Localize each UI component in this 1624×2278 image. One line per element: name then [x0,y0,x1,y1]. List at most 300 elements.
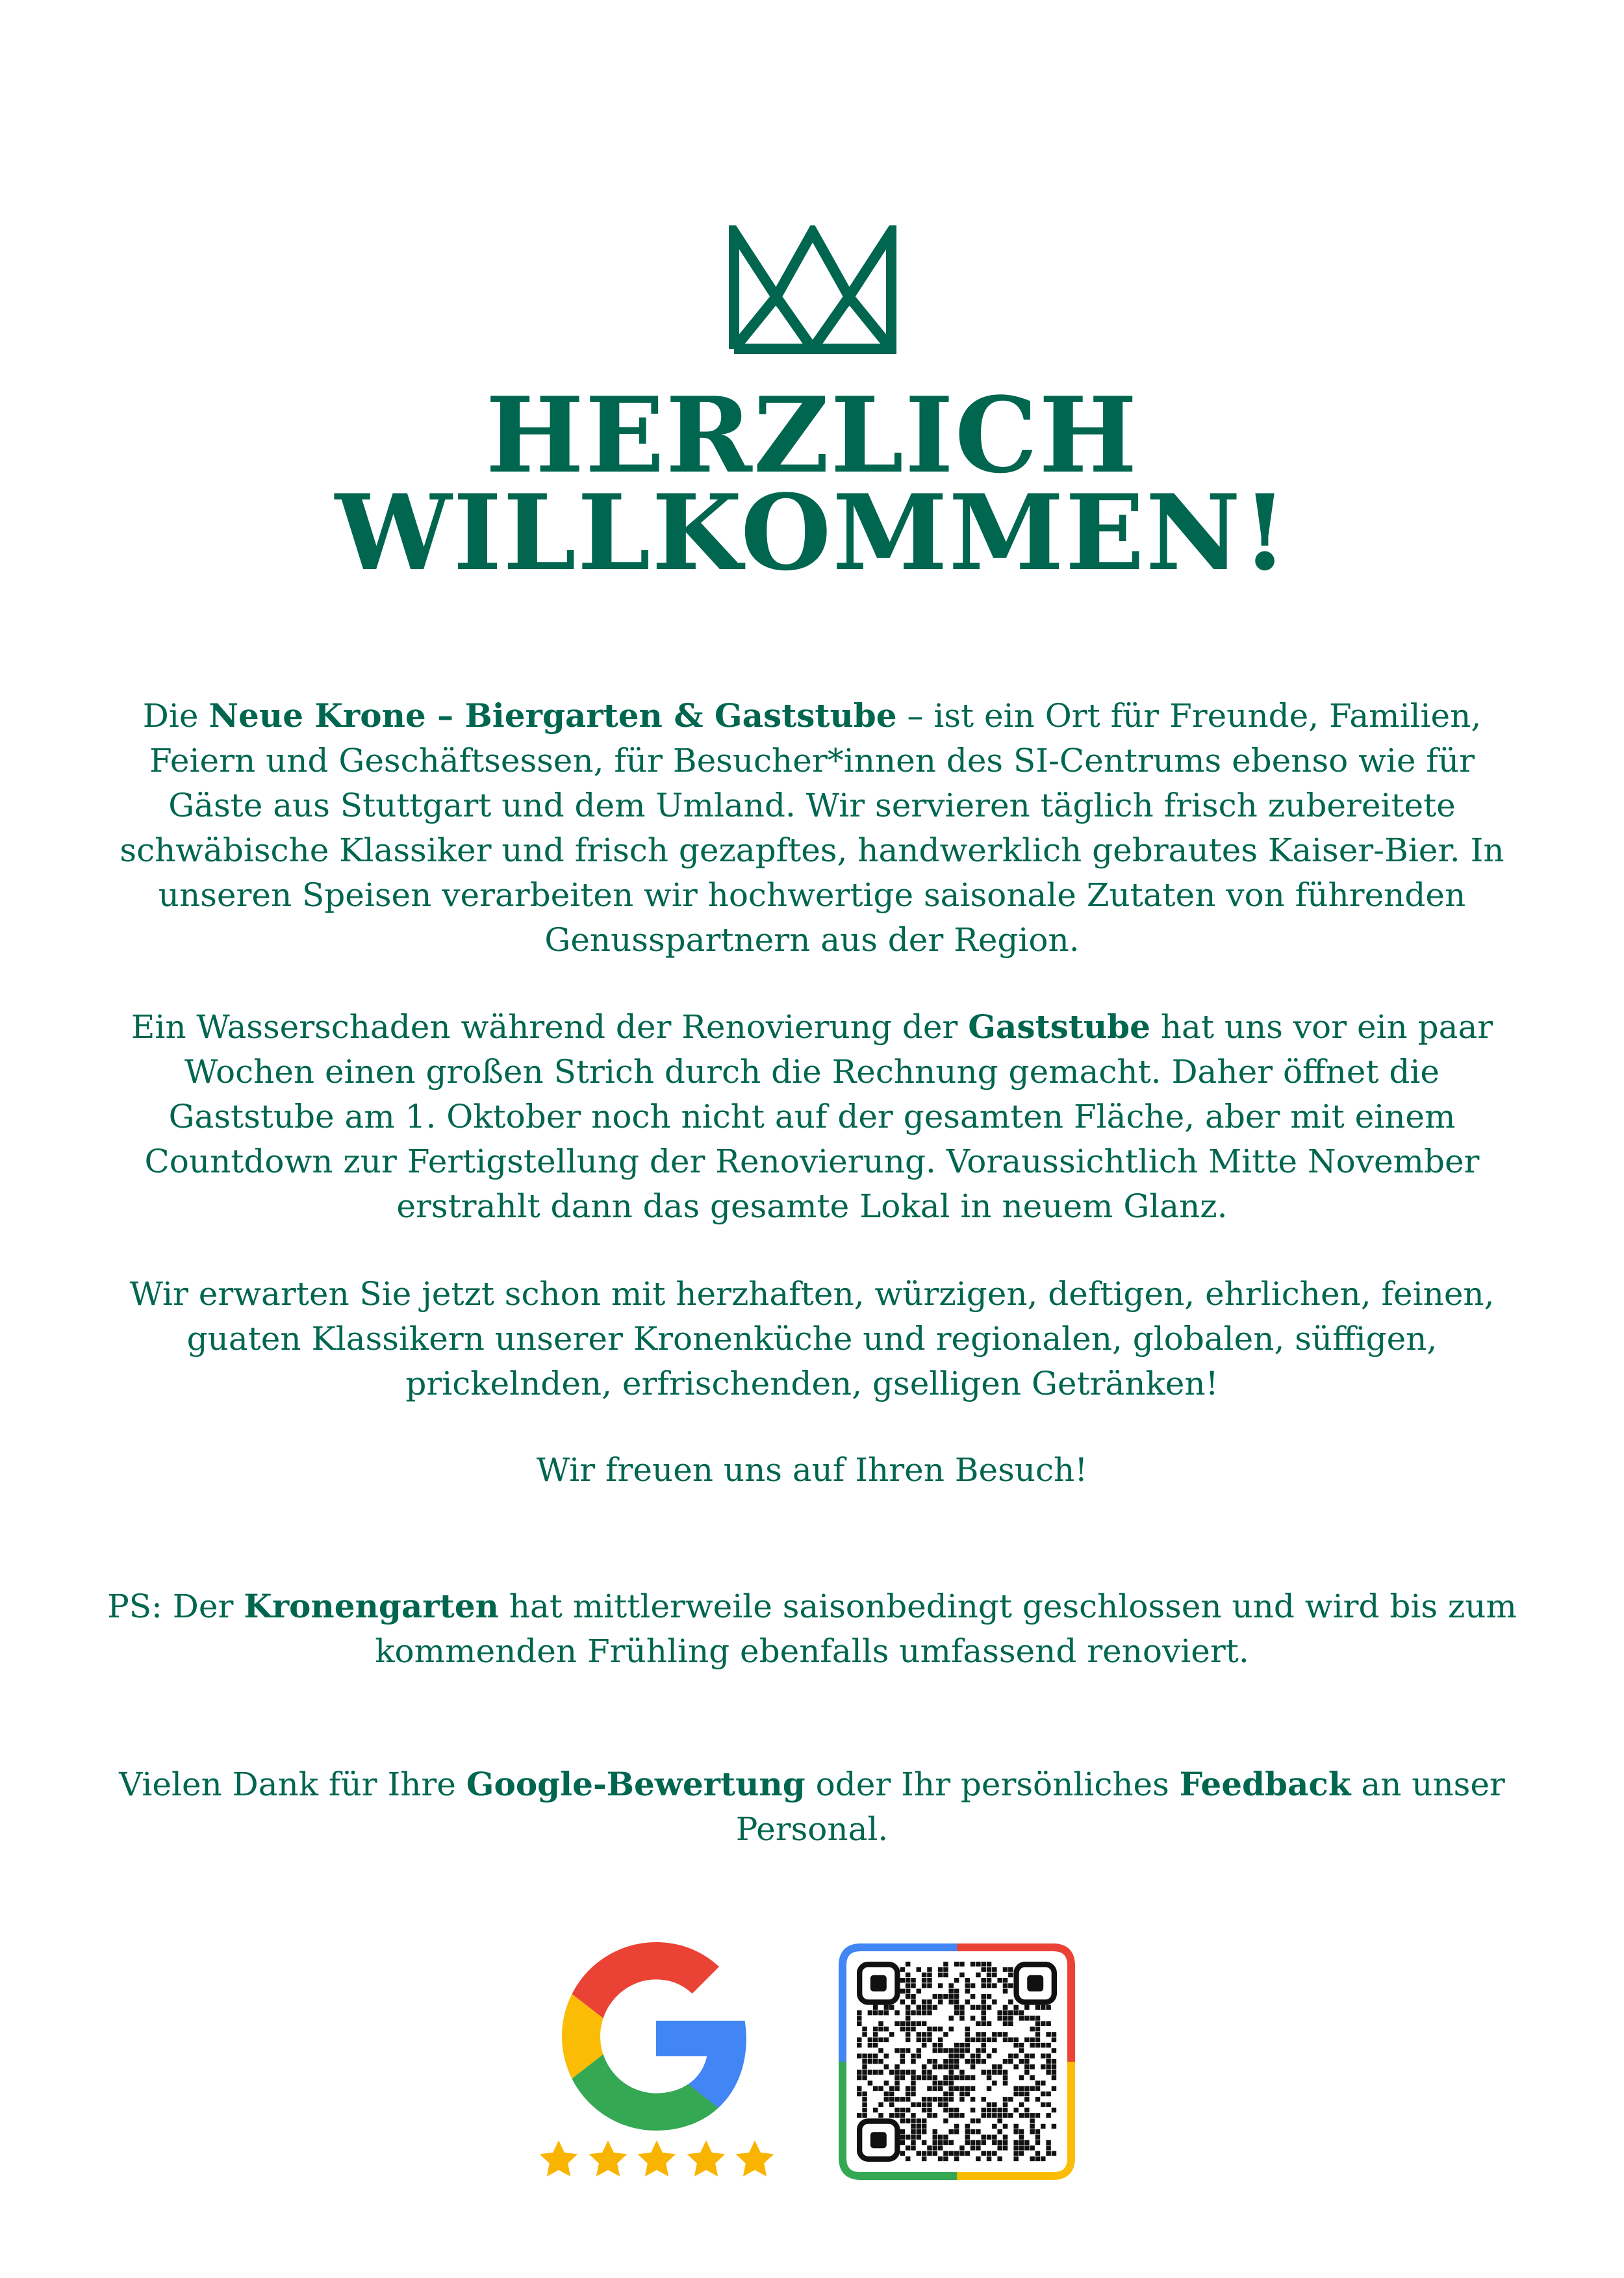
qr-module [889,2005,894,2010]
qr-module [981,1994,985,1999]
qr-module [943,2118,948,2123]
qr-module [1030,2118,1034,2123]
qr-module [965,2134,969,2139]
qr-module [1030,2124,1034,2129]
qr-module [894,2048,899,2053]
thanks-prefix: Vielen Dank für Ihre [119,1765,466,1803]
qr-module [971,2059,975,2064]
qr-module [943,2134,948,2139]
qr-module [857,2010,861,2015]
qr-module [878,2086,883,2090]
qr-module [1008,2059,1013,2064]
qr-module [873,2032,878,2036]
qr-module [873,2059,878,2064]
qr-module [1035,2043,1040,2047]
qr-module [1041,2102,1045,2107]
qr-module [971,2129,975,2134]
qr-module [884,2092,889,2096]
qr-module [894,2064,899,2069]
qr-module [900,2134,905,2139]
qr-module [906,1973,910,1977]
qr-module [938,2081,943,2085]
qr-module [1035,2097,1040,2101]
qr-module [906,2157,910,2161]
ps-text: hat mittlerweile saisonbedingt geschlossen und wird bis zum kommenden Frühling ebenfalls umfassend renoviert. [375,1588,1517,1670]
qr-module [959,2092,964,2096]
qr-module [911,2027,915,2031]
qr-module [1041,2081,1045,2085]
qr-module [1046,2069,1050,2074]
qr-module [1030,2113,1034,2118]
qr-code[interactable] [835,1940,1079,2184]
qr-module [868,2038,872,2042]
qr-module [933,2075,937,2080]
qr-module [906,1983,910,1988]
qr-module [873,2010,878,2015]
qr-module [949,2092,954,2096]
qr-module [1041,2021,1045,2026]
qr-module [906,2038,910,2042]
qr-module [981,1978,985,1982]
qr-module [949,2048,954,2053]
qr-module [922,1978,926,1982]
qr-module [906,2108,910,2112]
closing-line: Wir freuen uns auf Ihren Besuch! [536,1451,1088,1489]
qr-module [992,1983,996,1988]
qr-module [900,1989,905,1993]
qr-module [927,2075,932,2080]
qr-module [917,2134,921,2139]
qr-module [873,2069,878,2074]
qr-module [1003,2069,1008,2074]
qr-module [949,1989,954,1993]
qr-module [954,1999,959,2004]
star-icon [635,2137,679,2181]
qr-module [906,2097,910,2101]
qr-module [1041,2043,1045,2047]
qr-module [987,2157,991,2161]
google-review-highlight: Google-Bewertung [466,1765,806,1803]
qr-module [862,2075,867,2080]
qr-module [938,2134,943,2139]
qr-module [1030,2145,1034,2150]
qr-module [889,2069,894,2074]
qr-module [938,1994,943,1999]
qr-module [1030,2075,1034,2080]
qr-module [965,1999,969,2004]
qr-module [1013,2129,1018,2134]
qr-module [884,2010,889,2015]
qr-module [954,1994,959,1999]
qr-module [1003,2097,1008,2101]
qr-module [938,2038,943,2042]
qr-module [981,2016,985,2020]
qr-module [862,2108,867,2112]
qr-module [949,2059,954,2064]
qr-module [1019,2048,1024,2053]
qr-module [894,2081,899,2085]
qr-module [1013,2145,1018,2150]
qr-module [857,2069,861,2074]
qr-module [889,2032,894,2036]
qr-module [943,2097,948,2101]
renovation-highlight: Gaststube [968,1007,1150,1046]
qr-module [906,1978,910,1982]
qr-module [857,2086,861,2090]
qr-module [981,2032,985,2036]
qr-module [917,2032,921,2036]
qr-module [1003,2113,1008,2118]
qr-module [933,2140,937,2145]
qr-module [1003,1978,1008,1982]
qr-module [949,1983,954,1988]
title-line-2: WILLKOMMEN! [335,472,1289,594]
qr-module [911,2124,915,2129]
qr-module [900,2113,905,2118]
qr-module [927,2086,932,2090]
qr-module [938,2064,943,2069]
qr-module [889,2097,894,2101]
qr-module [971,2054,975,2058]
qr-module [911,2118,915,2123]
qr-module [1030,2086,1034,2090]
feedback-highlight: Feedback [1179,1765,1351,1803]
qr-module [927,2069,932,2074]
qr-module [965,2140,969,2145]
qr-module [1046,2145,1050,2150]
qr-module [987,1978,991,1982]
qr-module [933,2151,937,2155]
qr-module [878,2059,883,2064]
qr-module [943,1962,948,1966]
qr-module [943,2064,948,2069]
renovation-prefix: Ein Wasserschaden während der Renovierung der [131,1008,969,1046]
qr-module [971,2016,975,2020]
qr-module [900,2048,905,2053]
qr-module [878,2069,883,2074]
qr-module [911,2069,915,2074]
qr-module [1046,2043,1050,2047]
qr-module [965,2032,969,2036]
qr-module [1003,2124,1008,2129]
qr-module [997,2118,1002,2123]
qr-module [911,2010,915,2015]
qr-module [1013,2064,1018,2069]
qr-module [1046,2140,1050,2145]
qr-module [922,2124,926,2129]
qr-module [954,2086,959,2090]
qr-module [1035,2021,1040,2026]
qr-module [1003,2038,1008,2042]
brand-name: Neue Krone – Biergarten & Gaststube [209,696,897,735]
qr-module [900,2027,905,2031]
qr-module [917,2038,921,2042]
qr-module [933,2129,937,2134]
qr-module [965,2129,969,2134]
qr-module [927,2113,932,2118]
qr-module [976,2054,980,2058]
qr-module [922,2157,926,2161]
qr-module [900,2075,905,2080]
qr-module [997,2129,1002,2134]
qr-module [873,2027,878,2031]
intro-paragraph [97,693,1527,963]
qr-module [997,2140,1002,2145]
thanks-paragraph [97,1762,1527,1852]
qr-module [1052,2048,1056,2053]
qr-module [873,2038,878,2042]
qr-module [943,2157,948,2161]
qr-module [1030,2054,1034,2058]
qr-module [1008,1973,1013,1977]
qr-module [906,2005,910,2010]
qr-module [1013,2151,1018,2155]
qr-module [911,2102,915,2107]
qr-module [954,2005,959,2010]
qr-module [949,2113,954,2118]
qr-module [976,2140,980,2145]
qr-module [927,1983,932,1988]
ps-highlight: Kronengarten [244,1587,499,1625]
qr-module [911,2140,915,2145]
qr-module [1003,2059,1008,2064]
qr-module [954,1962,959,1966]
qr-module [976,2157,980,2161]
qr-module [1019,2113,1024,2118]
qr-module [949,2097,954,2101]
qr-module [987,2038,991,2042]
qr-module [927,2005,932,2010]
qr-module [1008,2038,1013,2042]
qr-module [917,1967,921,1971]
qr-module [943,2102,948,2107]
qr-module [981,2151,985,2155]
qr-module [1024,2016,1029,2020]
qr-module [1041,2092,1045,2096]
qr-module [1019,2016,1024,2020]
qr-module [933,2086,937,2090]
qr-module [894,2010,899,2015]
qr-module [976,1973,980,1977]
qr-module [1019,2059,1024,2064]
qr-module [911,2092,915,2096]
qr-module [938,2140,943,2145]
qr-module [965,2059,969,2064]
qr-module [954,2048,959,2053]
qr-module [894,2069,899,2074]
qr-module [959,2075,964,2080]
qr-module [954,2124,959,2129]
qr-module [922,2097,926,2101]
qr-module [971,1994,975,1999]
qr-module [1052,2059,1056,2064]
qr-module [959,2054,964,2058]
qr-module [933,2113,937,2118]
qr-module [981,1967,985,1971]
qr-module [1035,2005,1040,2010]
qr-module [976,2021,980,2026]
qr-module [1052,2108,1056,2112]
qr-module [938,2157,943,2161]
qr-module [1013,2092,1018,2096]
qr-module [922,2069,926,2074]
qr-module [949,2027,954,2031]
intro-prefix: Die [142,697,209,735]
qr-module [900,2118,905,2123]
qr-module [900,2129,905,2134]
qr-module [954,2151,959,2155]
qr-module [900,2069,905,2074]
qr-module [981,2021,985,2026]
qr-module [1024,2097,1029,2101]
qr-module [976,2005,980,2010]
qr-module [997,2069,1002,2074]
rating-stars [537,2137,777,2183]
qr-module [1003,2032,1008,2036]
qr-module [992,2134,996,2139]
qr-module [981,2010,985,2015]
qr-module [959,2016,964,2020]
qr-module [857,2054,861,2058]
qr-module [873,2043,878,2047]
qr-module [965,1989,969,1993]
qr-module [1008,2097,1013,2101]
qr-module [873,2108,878,2112]
qr-module [965,2075,969,2080]
qr-module [997,2108,1002,2112]
ps-prefix: PS: Der [107,1588,244,1625]
qr-module [906,1994,910,1999]
qr-module [894,2113,899,2118]
qr-module [1008,1983,1013,1988]
qr-module [906,2092,910,2096]
qr-module [933,2081,937,2085]
qr-module [1019,2151,1024,2155]
qr-module [1003,2021,1008,2026]
qr-module [1003,2145,1008,2150]
qr-module [965,2092,969,2096]
qr-module [954,2129,959,2134]
qr-module [938,2102,943,2107]
qr-module [922,2102,926,2107]
qr-module [1003,2102,1008,2107]
qr-module [954,2075,959,2080]
qr-module [911,2134,915,2139]
qr-finder-inner [870,1975,887,1992]
qr-module [981,2043,985,2047]
qr-module [906,1962,910,1966]
qr-module [862,2069,867,2074]
qr-module [938,1967,943,1971]
qr-module [1024,2108,1029,2112]
qr-module [943,2048,948,2053]
renovation-paragraph [97,1004,1527,1229]
qr-module [1024,2005,1029,2010]
qr-module [987,2005,991,2010]
qr-module [997,2113,1002,2118]
qr-module [933,2048,937,2053]
qr-module [954,2043,959,2047]
qr-module [922,2151,926,2155]
qr-module [917,2075,921,2080]
qr-module [922,2043,926,2047]
qr-module [943,2032,948,2036]
qr-module [917,2010,921,2015]
qr-module [1019,2140,1024,2145]
qr-module [1030,2038,1034,2042]
qr-module [933,2059,937,2064]
qr-module [1046,2005,1050,2010]
qr-module [997,2064,1002,2069]
qr-module [922,1999,926,2004]
thanks-suffix: an unser Personal. [735,1765,1505,1848]
qr-module [922,2021,926,2026]
qr-module [949,2081,954,2085]
qr-module [927,2145,932,2150]
qr-module [1035,2016,1040,2020]
qr-module [868,2043,872,2047]
qr-module [922,2005,926,2010]
qr-module [1003,1989,1008,1993]
qr-module [1035,2157,1040,2161]
qr-module [943,2059,948,2064]
qr-module [1019,2145,1024,2150]
qr-module [1019,2010,1024,2015]
qr-module [992,2038,996,2042]
qr-module [889,2113,894,2118]
qr-module [992,2064,996,2069]
qr-module [927,2151,932,2155]
qr-module [1046,2113,1050,2118]
qr-module [900,2054,905,2058]
qr-module [1052,2069,1056,2074]
qr-module [949,2129,954,2134]
thanks-middle: oder Ihr persönliches [805,1765,1180,1803]
qr-module [1052,2124,1056,2129]
qr-module [949,2151,954,2155]
qr-module [981,2140,985,2145]
qr-module [981,2069,985,2074]
qr-module [976,2118,980,2123]
qr-module [987,1962,991,1966]
qr-module [917,2021,921,2026]
qr-module [894,2097,899,2101]
qr-module [900,1999,905,2004]
qr-module [857,2092,861,2096]
qr-module [987,2151,991,2155]
qr-module [873,2054,878,2058]
qr-module [992,2048,996,2053]
qr-module [938,2145,943,2150]
qr-module [954,2113,959,2118]
qr-module [1008,2054,1013,2058]
qr-module [917,2048,921,2053]
qr-module [1024,2038,1029,2042]
qr-module [1024,2054,1029,2058]
qr-module [938,2097,943,2101]
qr-module [943,2092,948,2096]
qr-module [900,2059,905,2064]
qr-module [927,2032,932,2036]
qr-module [1008,2010,1013,2015]
qr-module [917,2124,921,2129]
qr-module [1046,2054,1050,2058]
qr-module [992,2113,996,2118]
qr-module [971,1983,975,1988]
qr-module [857,2038,861,2042]
qr-module [922,2032,926,2036]
qr-module [992,2069,996,2074]
